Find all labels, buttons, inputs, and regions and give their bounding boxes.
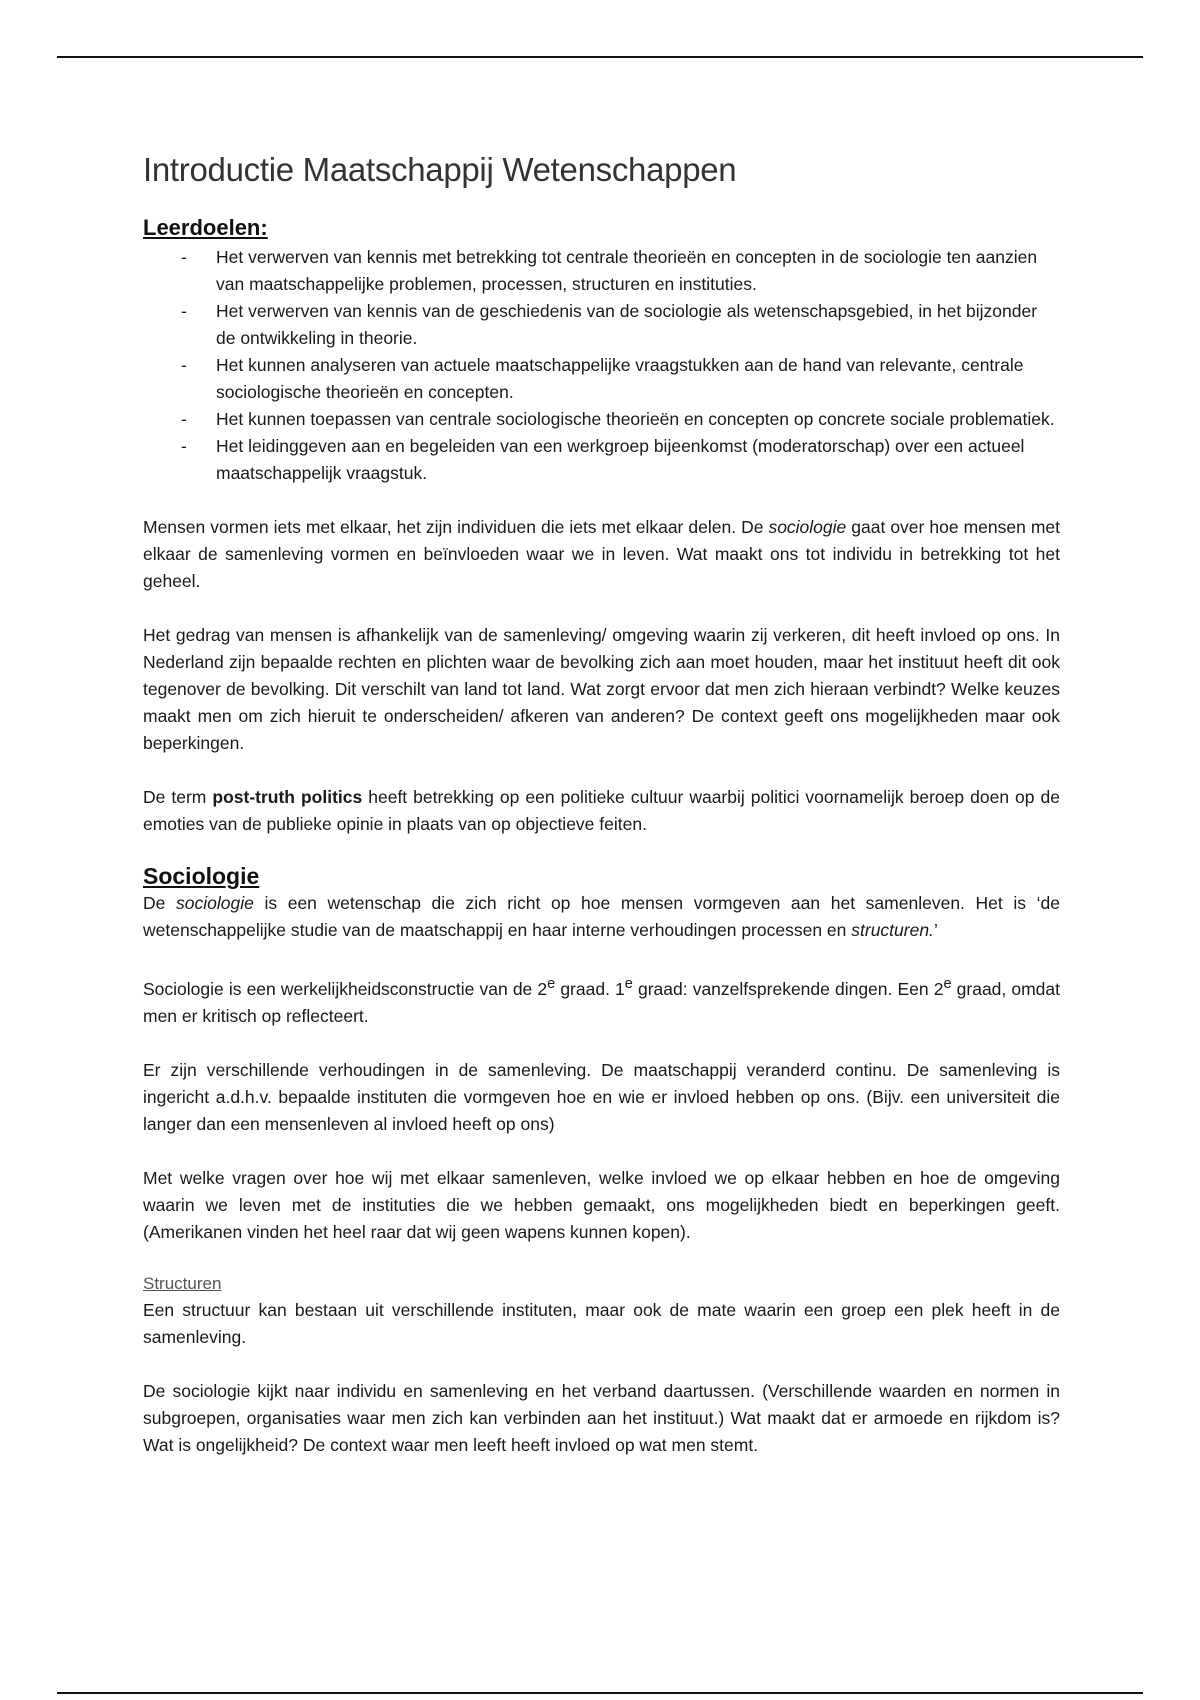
document-page bbox=[143, 148, 1060, 1459]
sociologie-paragraph-3: Er zijn verschillende verhoudingen in de samenleving. De maatschappij veranderd continu. De samenleving is ingericht a.d.h.v. bepaalde instituten die vormgeven hoe en wie er invloed hebben op ons. (Bijv. een universiteit die langer dan een mensenleven al invloed heeft op ons) bbox=[143, 1059, 1060, 1134]
list-item: - Het leidinggeven aan en begeleiden van een werkgroep bijeenkomst (moderatorschap) over een actueel maatschappelijk vraagstuk. bbox=[143, 433, 1060, 487]
footer-rule bbox=[57, 1692, 1143, 1694]
sociologie-paragraph-1: De sociologie is een wetenschap die zich richt op hoe mensen vormgeven aan het samenleven. Het is ‘de wetenschappelijke studie van de maatschappij en haar interne verhoudingen processen en structuren.’ bbox=[143, 893, 1060, 940]
list-item: - Het verwerven van kennis met betrekking tot centrale theorieën en concepten in de sociologie ten aanzien van maatschappelijke problemen, processen, structuren en instituties. bbox=[143, 244, 1060, 298]
structuren-paragraph-2: De sociologie kijkt naar individu en samenleving en het verband daartussen. (Verschillende waarden en normen in subgroepen, organisaties waar men zich kan verbinden aan het instituut.) Wat maakt dat er armoede en rijkdom is? Wat is ongelijkheid? De context waar men leeft heeft invloed op wat men stemt. bbox=[143, 1380, 1060, 1455]
sociologie-paragraph-4: Met welke vragen over hoe wij met elkaar samenleven, welke invloed we op elkaar hebben en hoe de omgeving waarin we leven met de instituties die we hebben gemaakt, ons mogelijkheden biedt en beperkingen geeft. (Amerikanen vinden het heel raar dat wij geen wapens kunnen kopen). bbox=[143, 1167, 1060, 1242]
list-item: - Het kunnen toepassen van centrale sociologische theorieën en concepten op concrete sociale problematiek. bbox=[143, 406, 1060, 433]
dash-bullet-icon: - bbox=[181, 247, 187, 267]
intro-paragraph-2: Het gedrag van mensen is afhankelijk van de samenleving/ omgeving waarin zij verkeren, dit heeft invloed op ons. In Nederland zijn bepaalde rechten en plichten waar de bevolking zich aan moet houden, maar het instituut heeft dit ook tegenover de bevolking. Dit verschilt van land tot land. Wat zorgt ervoor dat men zich hieraan verbindt? Welke keuzes maakt men om zich hieruit te onderscheiden/ afkeren van anderen? De context geeft ons mogelijkheden maar ook beperkingen. bbox=[143, 625, 1060, 753]
leerdoelen-heading: Leerdoelen: bbox=[143, 215, 268, 240]
structuren-paragraph-1: Een structuur kan bestaan uit verschillende instituten, maar ook de mate waarin een groep een plek heeft in de samenleving. bbox=[143, 1299, 1060, 1347]
list-item: - Het kunnen analyseren van actuele maatschappelijke vraagstukken aan de hand van relevante, centrale sociologische theorieën en concepten. bbox=[143, 352, 1060, 406]
intro-paragraph-1: Mensen vormen iets met elkaar, het zijn individuen die iets met elkaar delen. De sociologie gaat over hoe mensen met elkaar de samenleving vormen en beïnvloeden waar we in leven. Wat maakt ons tot individu in betrekking tot het geheel. bbox=[143, 517, 1060, 591]
leerdoelen-list bbox=[143, 244, 1060, 487]
dash-bullet-icon: - bbox=[181, 301, 187, 321]
dash-bullet-icon: - bbox=[181, 409, 187, 429]
structuren-heading: Structuren bbox=[143, 1273, 222, 1293]
sociologie-paragraph-2: Sociologie is een werkelijkheidsconstructie van de 2e graad. 1e graad: vanzelfsprekende dingen. Een 2e graad, omdat men er kritisch op reflecteert. bbox=[143, 976, 1061, 1026]
dash-bullet-icon: - bbox=[181, 355, 187, 375]
intro-paragraph-3: De term post-truth politics heeft betrekking op een politieke cultuur waarbij politici voornamelijk beroep doen op de emoties van de publieke opinie in plaats van op objectieve feiten. bbox=[143, 787, 1060, 834]
header-rule bbox=[57, 56, 1143, 58]
list-item: - Het verwerven van kennis van de geschiedenis van de sociologie als wetenschapsgebied, in het bijzonder de ontwikkeling in theorie. bbox=[143, 298, 1060, 352]
sociologie-heading: Sociologie bbox=[143, 863, 260, 889]
dash-bullet-icon: - bbox=[181, 436, 187, 456]
page-title: Introductie Maatschappij Wetenschappen bbox=[143, 151, 737, 188]
